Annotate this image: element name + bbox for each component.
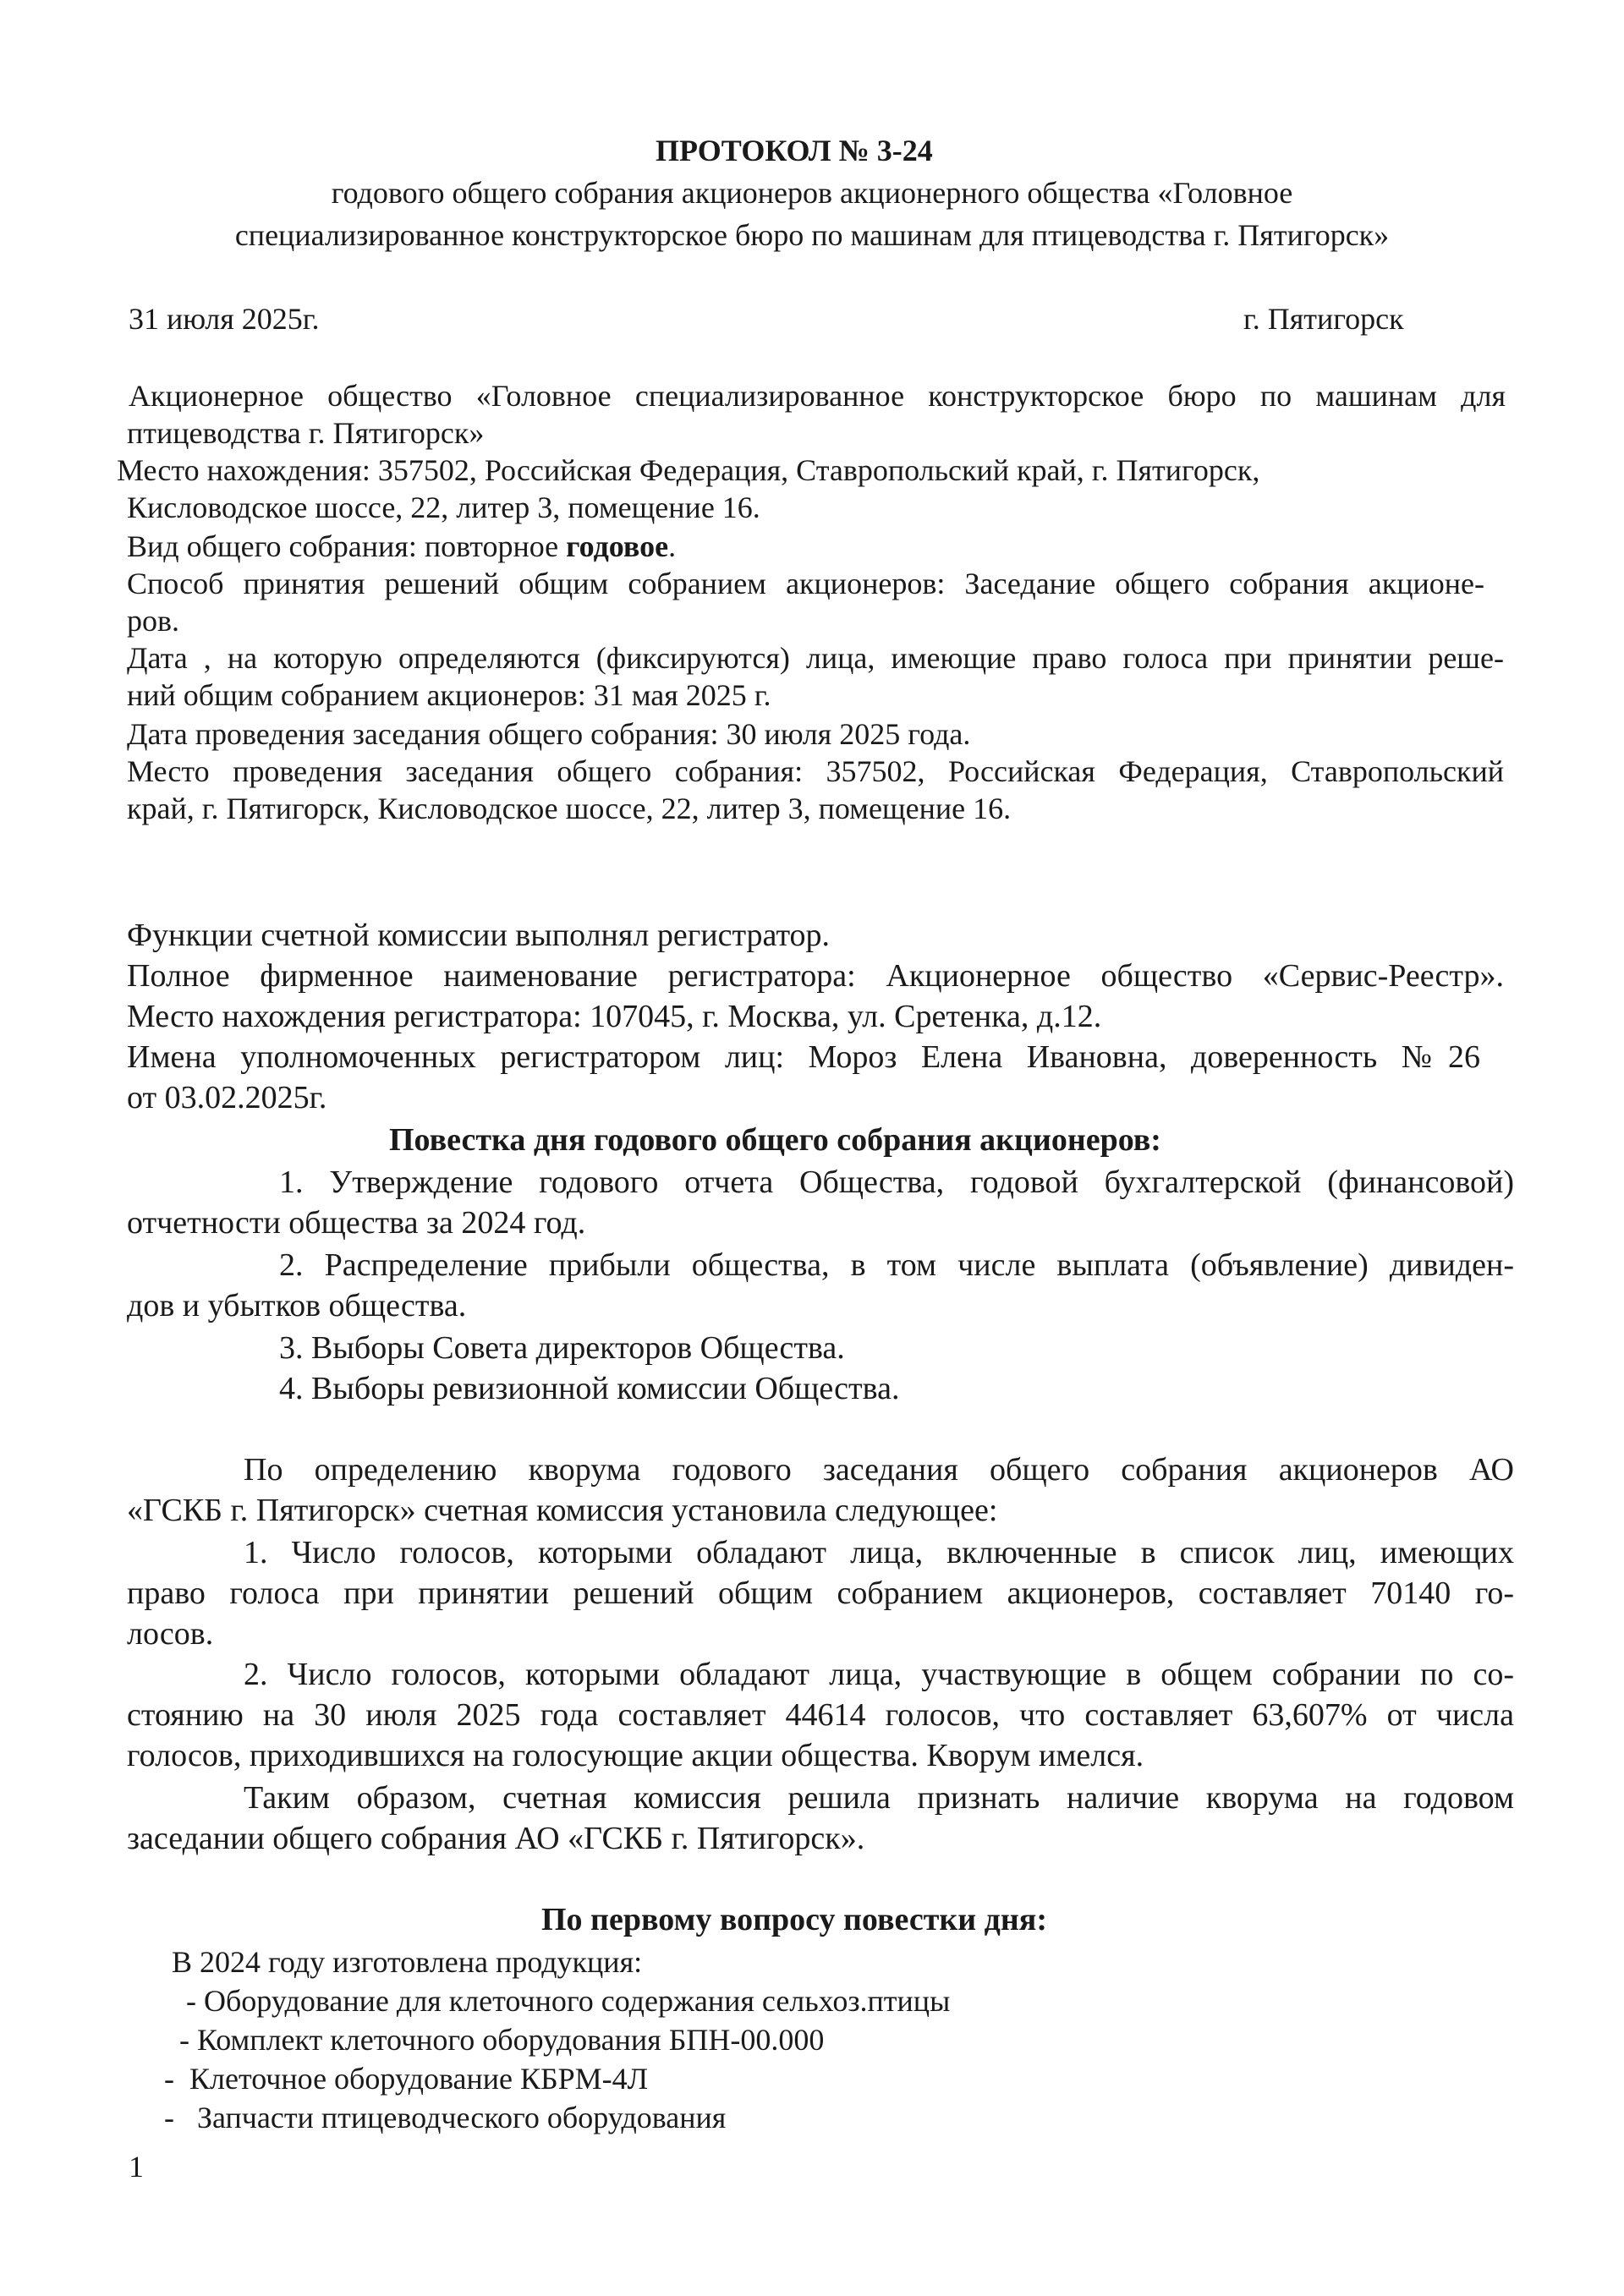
page-number: 1 [129, 2150, 144, 2184]
document-subtitle-line-2: специализированное конструкторское бюро по машинам для птицеводства г. Пятигорск» [234, 218, 1390, 252]
product-list-item: - Клеточное оборудование КБРМ-4Л [164, 2062, 649, 2096]
registrar-line-4: Имена уполномоченных регистратором лиц: Мороз Елена Ивановна, доверенность №26 [127, 1039, 1480, 1075]
product-list-item: - Запчасти птицеводческого оборудования [164, 2101, 727, 2134]
agenda-item-1-line-2: отчетности общества за 2024 год. [127, 1205, 586, 1241]
agenda-item-3: 3. Выборы Совета директоров Общества. [279, 1330, 845, 1366]
quorum-intro-line-2: «ГСКБ г. Пятигорск» счетная комиссия установила следующее: [127, 1493, 998, 1528]
quorum-point-1-line-1: 1. Число голосов, которыми обладают лица, включенные в список лиц, имеющих [244, 1535, 1514, 1570]
registrar-line-5: от 03.02.2025г. [127, 1080, 327, 1115]
product-list-item: - Оборудование для клеточного содержания сельхоз.птицы [186, 1984, 951, 2018]
decision-method-line-1: Способ принятия решений общим собранием акционеров: Заседание общего собрания акционе- [127, 567, 1484, 600]
company-name-line-1: Акционерное общество «Головное специализированное конструкторское бюро по машинам для [129, 379, 1506, 413]
quorum-point-2-line-3: голосов, приходившихся на голосующие акции общества. Кворум имелся. [127, 1738, 1144, 1773]
quorum-intro-line-1: По определению кворума годового заседания общего собрания акционеров АО [244, 1452, 1514, 1488]
registrar-line-2: Полное фирменное наименование регистратора: Акционерное общество «Сервис-Реестр». [127, 958, 1504, 994]
product-list-item: - Комплект клеточного оборудования БПН-00.000 [179, 2023, 825, 2057]
quorum-point-2-line-1: 2. Число голосов, которыми обладают лица, участвующие в общем собрании по со- [244, 1657, 1514, 1692]
meeting-type: Вид общего собрания: повторное годовое. [127, 529, 677, 563]
company-name-line-2: птицеводства г. Пятигорск» [127, 416, 485, 450]
quorum-point-1-line-3: лосов. [127, 1616, 214, 1652]
company-location-line-1: Место нахождения: 357502, Российская Федерация, Ставропольский край, г. Пятигорск, [117, 453, 1260, 487]
company-location-line-2: Кисловодское шоссе, 22, литер 3, помещение 16. [127, 490, 760, 524]
registrar-line-3: Место нахождения регистратора: 107045, г. Москва, ул. Сретенка, д.12. [127, 999, 1102, 1034]
agenda-heading: Повестка дня годового общего собрания акционеров: [389, 1122, 1161, 1158]
agenda-item-1-line-1: 1. Утверждение годового отчета Общества, годовой бухгалтерской (финансовой) [279, 1164, 1514, 1200]
quorum-point-1-line-2: право голоса при принятии решений общим собранием акционеров, составляет 70140 го- [127, 1575, 1514, 1611]
registrar-line-1: Функции счетной комиссии выполнял регистратор. [127, 918, 831, 953]
quorum-conclusion-line-2: заседании общего собрания АО «ГСКБ г. Пятигорск». [127, 1821, 865, 1856]
meeting-type-bold: годовое [566, 529, 669, 563]
first-question-heading: По первому вопросу повестки дня: [541, 1902, 1047, 1937]
meeting-place-line-2: край, г. Пятигорск, Кисловодское шоссе, 22, литер 3, помещение 16. [127, 792, 1012, 825]
agenda-item-2-line-2: дов и убытков общества. [127, 1288, 467, 1323]
quorum-point-2-line-2: стоянию на 30 июля 2025 года составляет 44614 голосов, что составляет 63,607% от числа [127, 1697, 1514, 1733]
protocol-date: 31 июля 2025г. [129, 302, 320, 336]
meeting-date: Дата проведения заседания общего собрания: 30 июля 2025 года. [127, 717, 971, 751]
first-question-intro: В 2024 году изготовлена продукция: [172, 1945, 643, 1979]
document-title: ПРОТОКОЛ № 3-24 [656, 134, 933, 167]
decision-method-line-2: ров. [127, 604, 179, 638]
protocol-place: г. Пятигорск [1243, 302, 1404, 336]
agenda-item-2-line-1: 2. Распределение прибыли общества, в том числе выплата (объявление) дивиден- [279, 1247, 1514, 1283]
record-date-line-1: Дата , на которую определяются (фиксируются) лица, имеющие право голоса при принятии реше- [127, 641, 1504, 675]
meeting-place-line-1: Место проведения заседания общего собрания: 357502, Российская Федерация, Ставропольский [127, 754, 1504, 788]
agenda-item-4: 4. Выборы ревизионной комиссии Общества. [279, 1371, 900, 1406]
quorum-conclusion-line-1: Таким образом, счетная комиссия решила признать наличие кворума на годовом [244, 1780, 1514, 1816]
document-subtitle-line-1: годового общего собрания акционеров акционерного общества «Головное [331, 176, 1293, 210]
record-date-line-2: ний общим собранием акционеров: 31 мая 2025 г. [127, 678, 771, 712]
